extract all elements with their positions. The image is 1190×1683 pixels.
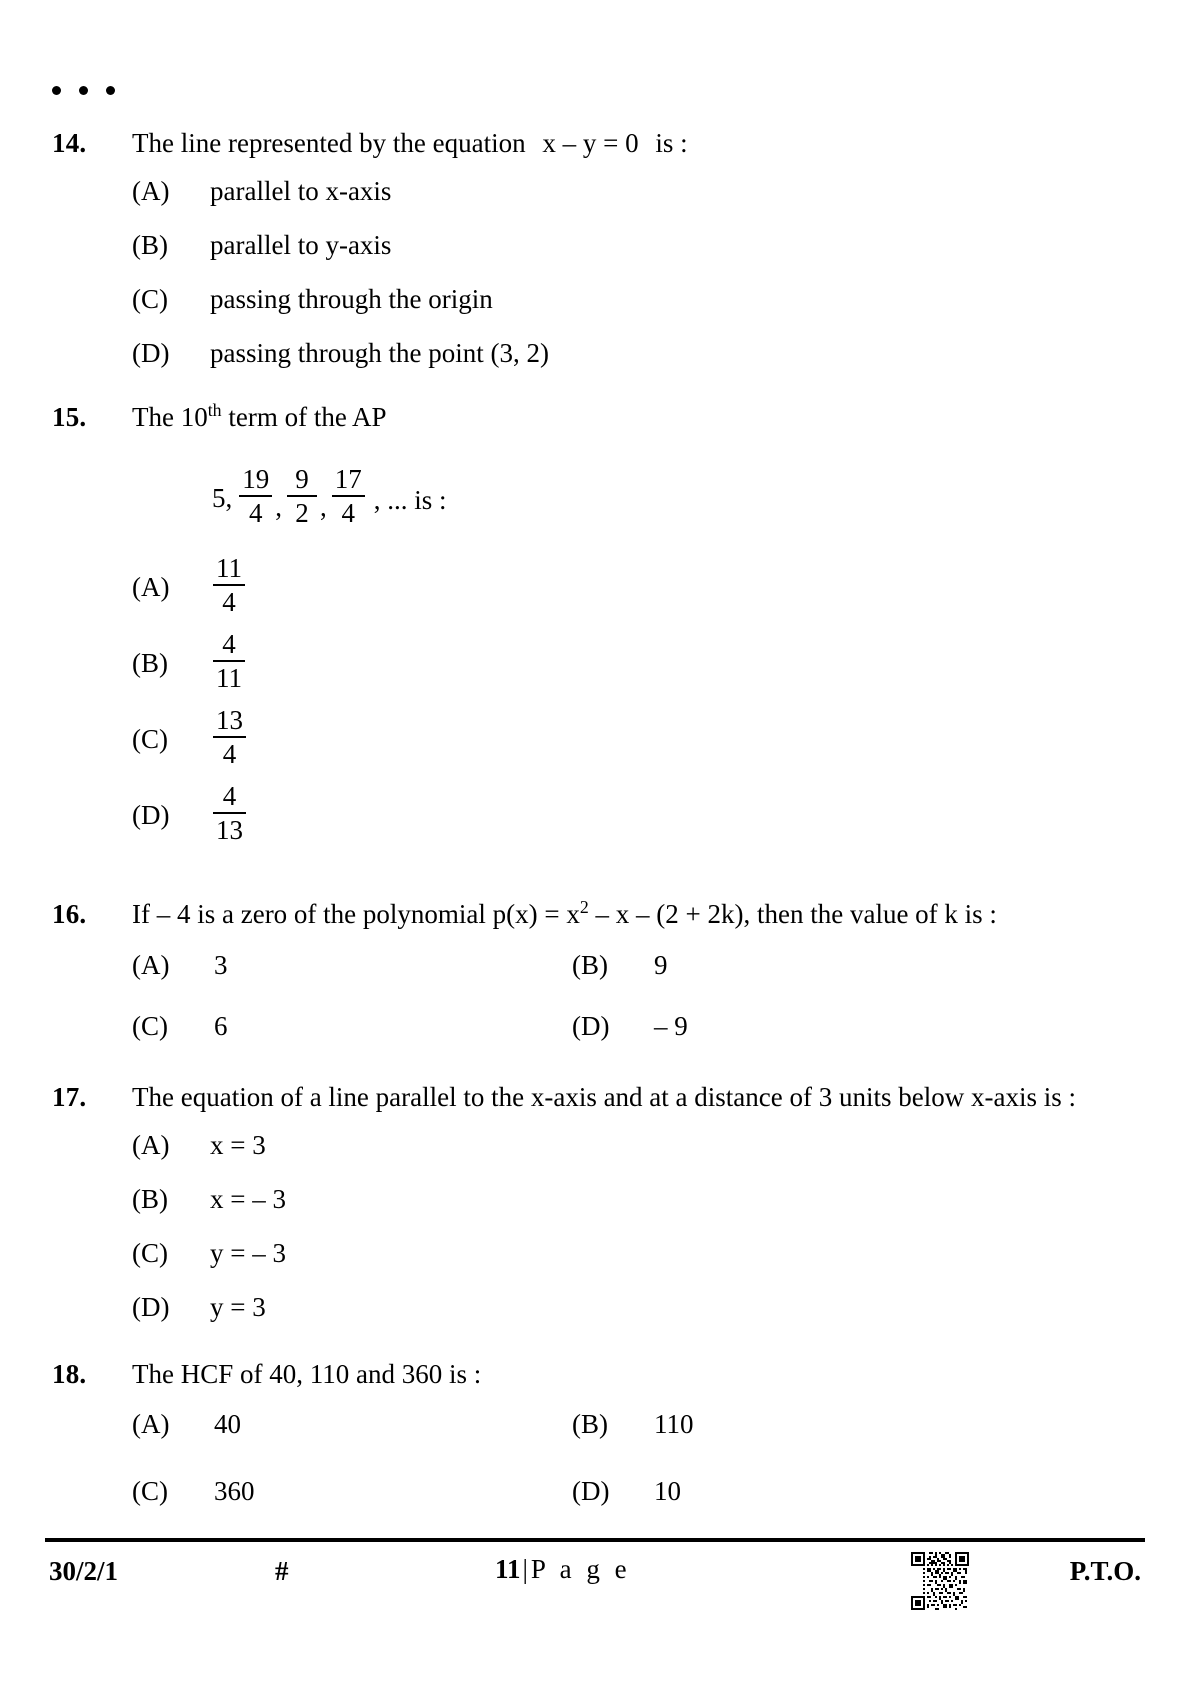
question-number: 14. — [52, 128, 87, 158]
option-label: (B) — [132, 1184, 168, 1215]
footer-divider — [45, 1538, 1145, 1542]
option-label: (C) — [132, 723, 168, 754]
fraction-denominator: 13 — [216, 815, 243, 846]
option-fraction — [213, 630, 245, 693]
question-text — [132, 398, 1132, 437]
qr-code — [911, 1552, 969, 1610]
fraction-denominator: 4 — [222, 739, 237, 770]
marker-dot — [79, 86, 88, 95]
option-fraction — [213, 554, 245, 617]
option-label: (A) — [132, 1408, 170, 1439]
fraction-numerator: 19 — [242, 464, 270, 495]
option-label: (C) — [132, 283, 168, 314]
fraction-denominator: 11 — [216, 663, 242, 694]
option-value: 10 — [654, 1476, 681, 1507]
option-value: parallel to y-axis — [210, 229, 392, 260]
option-label: (C) — [132, 1011, 168, 1042]
option-label: (D) — [132, 1291, 170, 1322]
options-list — [132, 551, 1132, 851]
option-c[interactable] — [132, 1008, 572, 1046]
power-superscript: 2 — [579, 897, 589, 918]
option-b[interactable] — [572, 1406, 1132, 1444]
question-text — [132, 124, 1132, 163]
options-list — [132, 173, 1132, 372]
option-d[interactable] — [132, 335, 1132, 373]
option-label: (B) — [572, 1408, 608, 1439]
option-value: 360 — [214, 1476, 255, 1507]
option-value: 40 — [214, 1408, 241, 1439]
paper-code: 30/2/1 — [49, 1556, 119, 1586]
fraction-bar — [213, 584, 245, 586]
option-d[interactable] — [572, 1008, 1132, 1046]
option-c[interactable] — [132, 1473, 572, 1511]
arithmetic-progression-sequence — [212, 463, 1132, 533]
fraction-bar — [287, 495, 317, 497]
page-footer — [45, 1552, 1145, 1622]
question-14 — [52, 124, 1132, 372]
fraction-numerator: 13 — [216, 705, 243, 736]
question-number: 15. — [52, 402, 87, 433]
option-d[interactable] — [132, 779, 1132, 851]
question-number: 17. — [52, 1082, 87, 1113]
question-text: The equation of a line parallel to the x-axis and at a distance of 3 units below x-axis is : — [132, 1082, 1076, 1113]
fraction-bar — [239, 495, 272, 497]
option-label: (C) — [132, 1476, 168, 1507]
fraction-bar — [213, 736, 246, 738]
pto-label: P.T.O. — [1069, 1556, 1141, 1586]
option-value: 6 — [214, 1011, 228, 1042]
sequence-first-term: 5, — [212, 482, 233, 513]
sequence-tail: , ... is : — [373, 484, 447, 515]
question-15 — [52, 398, 1132, 851]
fraction-19-over-4 — [239, 465, 272, 528]
options-list — [132, 947, 1132, 1047]
question-equation: x – y = 0 — [542, 128, 639, 158]
question-text: The HCF of 40, 110 and 360 is : — [132, 1358, 482, 1389]
fraction-numerator: 17 — [334, 464, 362, 495]
marker-dot — [106, 86, 115, 95]
fraction-bar — [213, 660, 245, 662]
page-word: P a g e — [530, 1554, 631, 1584]
option-d[interactable] — [132, 1289, 1132, 1327]
option-b[interactable] — [132, 1181, 1132, 1219]
question-list — [52, 124, 1132, 1521]
option-value: passing through the point (3, 2) — [210, 337, 549, 368]
option-label: (B) — [132, 647, 168, 678]
fraction-9-over-2 — [287, 465, 317, 528]
option-label: (D) — [132, 799, 170, 830]
option-a[interactable] — [132, 947, 572, 985]
option-label: (B) — [132, 229, 168, 260]
question-number: 18. — [52, 1358, 87, 1389]
option-d[interactable] — [572, 1473, 1132, 1511]
question-text-before: The line represented by the equation — [132, 128, 526, 158]
option-label: (A) — [132, 1130, 170, 1161]
option-c[interactable] — [132, 281, 1132, 319]
option-a[interactable] — [132, 173, 1132, 211]
ordinal-superscript: th — [207, 400, 222, 421]
question-text — [132, 895, 1132, 934]
fraction-bar — [213, 812, 246, 814]
fraction-17-over-4 — [332, 465, 365, 528]
option-label: (D) — [132, 337, 170, 368]
option-b[interactable] — [132, 227, 1132, 265]
fraction-numerator: 9 — [295, 464, 309, 495]
option-a[interactable] — [132, 1127, 1132, 1165]
option-fraction — [213, 782, 246, 845]
option-a[interactable] — [132, 1406, 572, 1444]
page-indicator — [495, 1554, 631, 1585]
option-value: 110 — [654, 1408, 694, 1439]
option-c[interactable] — [132, 1235, 1132, 1273]
option-fraction — [213, 706, 246, 769]
fraction-numerator: 11 — [216, 553, 242, 584]
fraction-denominator: 4 — [249, 498, 263, 529]
option-value: parallel to x-axis — [210, 176, 392, 207]
option-value: x = 3 — [210, 1130, 266, 1161]
option-value: y = – 3 — [210, 1237, 286, 1268]
marker-dot — [52, 86, 61, 95]
question-18 — [52, 1355, 1132, 1512]
option-label: (C) — [132, 1237, 168, 1268]
option-label: (A) — [132, 176, 170, 207]
option-value: x = – 3 — [210, 1184, 286, 1215]
option-value: 9 — [654, 949, 668, 980]
fraction-denominator: 2 — [295, 498, 309, 529]
question-17 — [52, 1078, 1132, 1326]
top-marker-dots — [52, 86, 115, 95]
option-value: – 9 — [654, 1011, 688, 1042]
options-list — [132, 1406, 1132, 1512]
option-c[interactable] — [132, 703, 1132, 775]
options-list — [132, 1127, 1132, 1326]
fraction-numerator: 4 — [222, 629, 236, 660]
question-number: 16. — [52, 899, 87, 930]
option-label: (A) — [132, 571, 170, 602]
question-text-segment-a: If – 4 is a zero of the polynomial p(x) = x — [132, 899, 580, 930]
hash-mark: # — [275, 1556, 289, 1586]
question-text-after: is : — [655, 128, 688, 158]
question-stem-before: The 10 — [132, 402, 208, 433]
option-value: passing through the origin — [210, 283, 493, 314]
fraction-denominator: 4 — [222, 587, 236, 618]
option-label: (D) — [572, 1011, 610, 1042]
option-label: (D) — [572, 1476, 610, 1507]
option-b[interactable] — [132, 627, 1132, 699]
option-label: (B) — [572, 949, 608, 980]
fraction-denominator: 4 — [341, 498, 355, 529]
option-value: 3 — [214, 949, 228, 980]
option-a[interactable] — [132, 551, 1132, 623]
page-number: 11 — [495, 1554, 521, 1584]
option-label: (A) — [132, 949, 170, 980]
question-text-segment-b: – x – (2 + 2k), then the value of k is : — [588, 899, 997, 930]
qr-code-icon — [911, 1552, 969, 1610]
fraction-bar — [332, 495, 365, 497]
page-separator: | — [522, 1554, 528, 1584]
option-b[interactable] — [572, 947, 1132, 985]
sequence-comma: , — [320, 491, 327, 522]
option-value: y = 3 — [210, 1291, 266, 1322]
fraction-numerator: 4 — [222, 781, 237, 812]
sequence-comma: , — [275, 491, 282, 522]
question-stem-after: term of the AP — [221, 402, 387, 433]
question-16 — [52, 895, 1132, 1046]
